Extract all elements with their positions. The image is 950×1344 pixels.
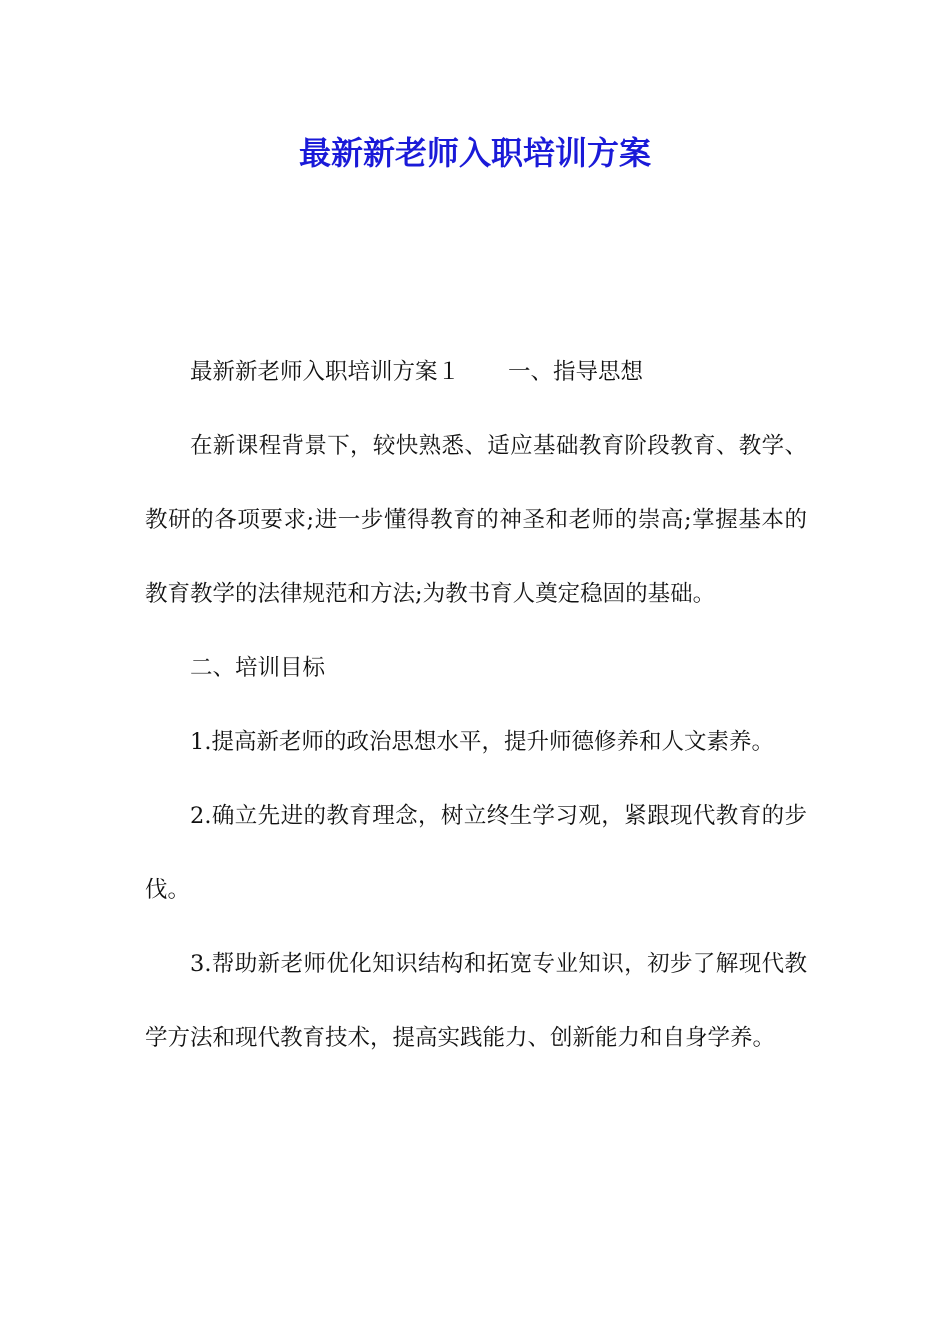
goal-item-3: 3.帮助新老师优化知识结构和拓宽专业知识，初步了解现代教学方法和现代教育技术，提高实践能力、创新能力和自身学养。 bbox=[145, 951, 807, 1051]
intro-heading: 最新新老师入职培训方案１ bbox=[190, 359, 461, 385]
paragraph-guiding-ideology: 在新课程背景下，较快熟悉、适应基础教育阶段教育、教学、教研的各项要求;进一步懂得教育的神圣和老师的崇高;掌握基本的教育教学的法律规范和方法;为教书育人奠定稳固的基础。 bbox=[145, 433, 807, 607]
intro-line bbox=[145, 335, 807, 409]
document-body bbox=[145, 335, 807, 1075]
document-title: 最新新老师入职培训方案 bbox=[298, 134, 651, 172]
section-heading-training-goals: 二、培训目标 bbox=[190, 655, 326, 681]
goal-item-2: 2.确立先进的教育理念，树立终生学习观，紧跟现代教育的步伐。 bbox=[145, 803, 807, 903]
section-heading-guiding-ideology: 一、指导思想 bbox=[508, 359, 644, 385]
goal-item-1: 1.提高新老师的政治思想水平，提升师德修养和人文素养。 bbox=[190, 729, 774, 755]
